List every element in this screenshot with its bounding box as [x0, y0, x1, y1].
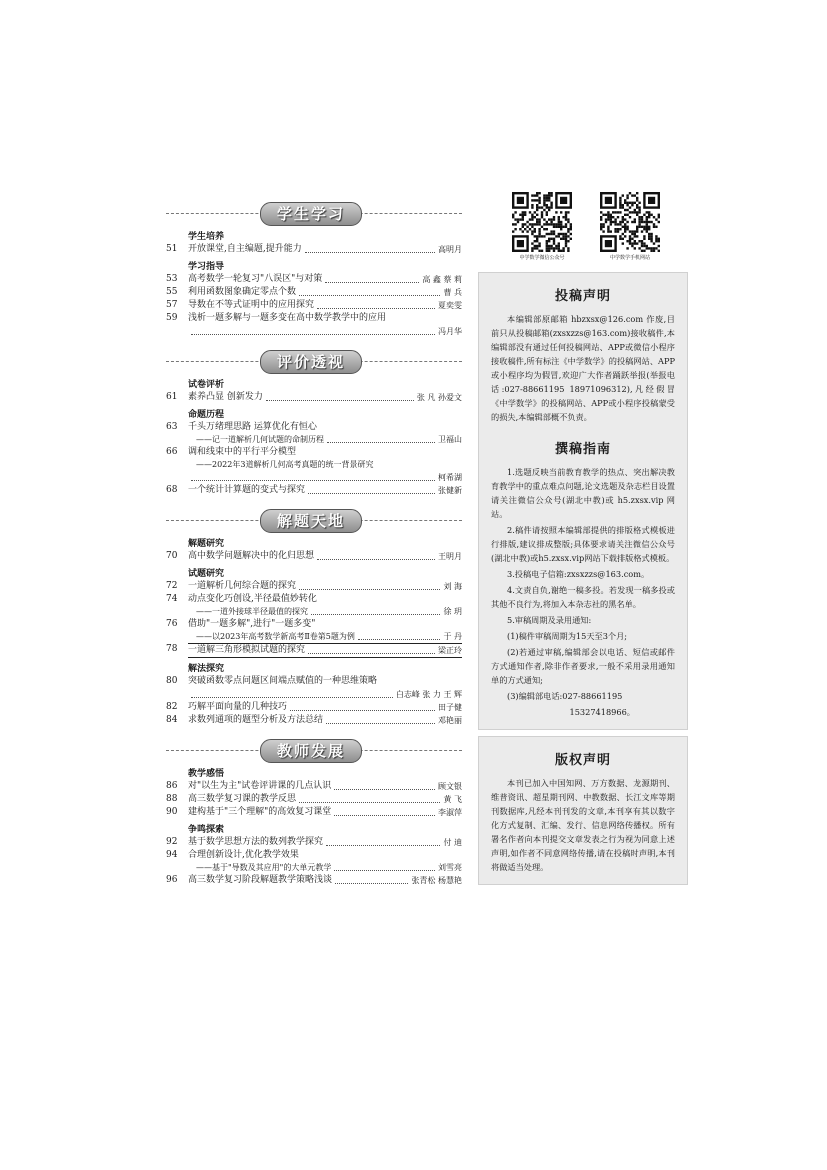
article-subtitle: ——2022年3道解析几何高考真题的统一背景研究: [196, 460, 374, 469]
article-subtitle-row: [196, 862, 462, 874]
page-number: 70: [166, 551, 178, 561]
article-author: 柯希湖: [438, 473, 462, 482]
column-name: 争鸣探索: [188, 825, 225, 835]
article-author: 冯月华: [438, 327, 462, 336]
article-entry[interactable]: [166, 391, 462, 404]
column-name: 命题历程: [188, 410, 225, 420]
article-title: 基于数学思想方法的数列教学探究: [188, 837, 324, 847]
article-entry[interactable]: [166, 688, 462, 701]
writing-guide-item: 5.审稿周期及录用通知:: [507, 615, 592, 625]
dot-leader: [358, 639, 441, 640]
column-name: 教学感悟: [188, 769, 225, 779]
page-number: 78: [166, 644, 178, 654]
dot-leader: [327, 442, 435, 443]
article-author: 李淑萍: [438, 808, 462, 817]
table-of-contents: [166, 200, 462, 897]
article-entry[interactable]: [166, 421, 462, 434]
page-number: 94: [166, 850, 178, 860]
article-title: 一个统计计算题的变式与探究: [188, 485, 306, 495]
article-entry[interactable]: [166, 286, 462, 299]
writing-guide-item: 15327418966。: [569, 707, 635, 717]
article-entry[interactable]: [166, 849, 462, 862]
article-entry[interactable]: [166, 550, 462, 563]
article-title: 高中数学问题解决中的化归思想: [188, 551, 315, 561]
article-entry[interactable]: [166, 780, 462, 793]
article-author: 白志峰 张 力 王 辉: [395, 690, 462, 699]
article-subtitle-row: [196, 631, 462, 643]
article-title: 突破函数零点问题区间端点赋值的一种思维策略: [188, 676, 378, 686]
article-title: 利用函数图象确定零点个数: [188, 287, 297, 297]
page-number: 55: [166, 287, 178, 297]
page-number: 63: [166, 422, 178, 432]
section-title: 学生学习: [260, 202, 362, 226]
page-number: 74: [166, 594, 178, 604]
wechat-qr-caption: 中学数学微信公众号: [519, 255, 565, 261]
article-title: 求数列通项的题型分析及方法总结: [188, 715, 324, 725]
page-number: 80: [166, 676, 178, 686]
page-number: 96: [166, 875, 178, 885]
article-entry[interactable]: [166, 325, 462, 338]
article-author: 田子健: [438, 703, 462, 712]
column-name: 解题研究: [188, 539, 225, 549]
article-title: 调和线束中的平行平分模型: [188, 447, 297, 457]
article-author: 邓艳丽: [438, 716, 462, 725]
dot-leader: [326, 723, 435, 724]
article-author: 付 迪: [443, 838, 462, 847]
wechat-qr-code-icon: [512, 192, 572, 252]
writing-guide-item: 1.选题反映当前教育教学的热点、突出解决教育教学中的重点难点问题,论文选题及杂志栏目设置请关注微信公众号(湖北中教)或 h5.zxsx.vip 网站。: [491, 467, 675, 519]
page-number: 59: [166, 313, 178, 323]
article-entry[interactable]: [166, 446, 462, 459]
article-entry[interactable]: [166, 312, 462, 325]
copyright-notice: [478, 736, 688, 885]
article-entry[interactable]: [166, 806, 462, 819]
article-entry[interactable]: [166, 714, 462, 727]
toc-section: [166, 507, 462, 727]
page-number: 86: [166, 781, 178, 791]
article-entry[interactable]: [166, 793, 462, 806]
dot-leader: [317, 308, 435, 309]
writing-guide-item: (2)若通过审稿,编辑部会以电话、短信或邮件方式通知作者,除非作者要求,一般不采用录用通知单的方式通知;: [491, 647, 675, 685]
dot-leader: [191, 334, 435, 335]
page-number: 57: [166, 300, 178, 310]
dot-leader: [266, 400, 414, 401]
dot-leader: [299, 589, 440, 590]
writing-guide-item: (3)编辑部电话:027-88661195: [507, 691, 623, 701]
article-title: 导数在不等式证明中的应用探究: [188, 300, 315, 310]
column-name: 学生培养: [188, 232, 225, 242]
article-author: 曹 兵: [443, 288, 462, 297]
article-title: 一道解析几何综合题的探究: [188, 581, 297, 591]
sidebar-notices: [478, 192, 688, 885]
writing-guide-item: (1)稿件审稿周期为15天至3个月;: [507, 631, 628, 641]
writing-guide-list: [491, 465, 675, 719]
article-author: 高明月: [438, 245, 462, 254]
page-number: 92: [166, 837, 178, 847]
column-name: 学习指导: [188, 262, 225, 272]
page-number: 76: [166, 619, 178, 629]
page-number: 53: [166, 274, 178, 284]
page-number: 72: [166, 581, 178, 591]
dot-leader: [191, 697, 393, 698]
section-title: 解题天地: [260, 509, 362, 533]
dot-leader: [299, 802, 440, 803]
article-title: 巧解平面向量的几种技巧: [188, 702, 288, 712]
submission-notice-text: 本编辑部原邮箱 hbzxsx@126.com 作废,目前只从投稿邮箱(zxsxzzs@163.com)接收稿件,本编辑部没有通过任何投稿网站、APP或微信小程序接收稿件,所有标注《中学数学》的投稿网站、APP或小程序均为假冒,欢迎广大作者踊跃举报(举报电话:027-88661195 18971096312),凡经假冒《中学数学》的投稿网站、APP或小程序投稿蒙受的损失,本编辑部概不负责。: [491, 314, 675, 422]
article-title: 一道解三角形模拟试题的探究: [188, 645, 306, 655]
column-name: 试题研究: [188, 569, 225, 579]
article-author: 卫福山: [438, 435, 462, 444]
article-entry[interactable]: [166, 836, 462, 849]
article-title: 素养凸显 创新发力: [188, 392, 263, 402]
article-entry[interactable]: [166, 701, 462, 714]
article-author: 王明月: [438, 552, 462, 561]
column-name: 解法探究: [188, 664, 225, 674]
article-author: 梁正玲: [438, 646, 462, 655]
article-subtitle: ——记一道解析几何试题的命制历程: [196, 435, 324, 444]
dot-leader: [311, 614, 440, 615]
section-title: 评价透视: [260, 350, 362, 374]
dot-leader: [191, 480, 435, 481]
page-number: 66: [166, 447, 178, 457]
dot-leader: [308, 653, 435, 654]
dot-leader: [305, 252, 435, 253]
article-author: 高 鑫 蔡 莉: [422, 275, 462, 284]
dot-leader: [334, 789, 435, 790]
article-title: 高考数学一轮复习"八误区"与对策: [188, 274, 323, 284]
page-number: 68: [166, 485, 178, 495]
article-subtitle-row: [196, 459, 462, 471]
toc-section: [166, 348, 462, 497]
article-subtitle-row: [196, 434, 462, 446]
article-entry[interactable]: [166, 593, 462, 606]
article-title: 借助"一题多解",进行"一题多变": [188, 619, 316, 629]
section-header: [166, 737, 462, 763]
article-entry[interactable]: [166, 618, 462, 631]
article-entry[interactable]: [166, 273, 462, 286]
copyright-notice-title: 版权声明: [554, 753, 611, 768]
dot-leader: [334, 870, 435, 871]
article-author: 于 丹: [443, 632, 462, 641]
submission-notice: [478, 272, 688, 730]
toc-section: [166, 200, 462, 338]
toc-section: [166, 737, 462, 887]
writing-guide-item: 2.稿件请按照本编辑部提供的排版格式模板进行排版,建议排成整版;具体要求请关注微信公众号(湖北中教)或h5.zxsx.vip网站下载排版格式模板。: [491, 525, 675, 563]
article-entry[interactable]: [166, 675, 462, 688]
page-number: 84: [166, 715, 178, 725]
dot-leader: [334, 815, 435, 816]
article-entry[interactable]: [166, 243, 462, 256]
dot-leader: [308, 493, 435, 494]
page-number: 88: [166, 794, 178, 804]
writing-guide-item: 3.投稿电子信箱:zxsxzzs@163.com。: [507, 569, 650, 579]
article-entry[interactable]: [166, 643, 462, 658]
article-entry[interactable]: [166, 299, 462, 312]
article-author: 黄 飞: [443, 795, 462, 804]
article-author: 刘 海: [443, 582, 462, 591]
article-author: 夏奕雯: [438, 301, 462, 310]
article-title: 对"以生为主"试卷评讲课的几点认识: [188, 781, 332, 791]
submission-notice-title: 投稿声明: [554, 289, 611, 304]
page-number: 61: [166, 392, 178, 402]
section-header: [166, 348, 462, 374]
article-title: 高三数学复习阶段解题教学策略浅谈: [188, 875, 333, 885]
dot-leader: [325, 282, 419, 283]
writing-guide-item: 4.文责自负,谢绝一稿多投。若发现一稿多投或其他不良行为,将加入本杂志社的黑名单。: [491, 585, 675, 609]
article-author: 张青松 杨慧艳: [411, 876, 462, 885]
dot-leader: [299, 295, 440, 296]
column-name: 试卷评析: [188, 380, 225, 390]
dot-leader: [317, 559, 435, 560]
page-number: 82: [166, 702, 178, 712]
mobile-site-qr-caption: 中学数学手机网站: [609, 255, 650, 261]
article-subtitle-row: [196, 606, 462, 618]
article-subtitle: ——一道外接球半径最值的探究: [196, 607, 308, 616]
dot-leader: [335, 883, 408, 884]
article-title: 合理创新设计,优化教学效果: [188, 850, 299, 860]
article-title: 高三数学复习课的教学反思: [188, 794, 297, 804]
article-author: 张健新: [438, 486, 462, 495]
qr-codes: [478, 192, 688, 270]
article-entry[interactable]: [166, 484, 462, 497]
article-title: 千头万绪理思路 运算优化有恒心: [188, 422, 317, 432]
page-number: 90: [166, 807, 178, 817]
section-header: [166, 507, 462, 533]
page-number: 51: [166, 244, 178, 254]
article-entry[interactable]: [166, 471, 462, 484]
article-author: 顾文银: [438, 782, 462, 791]
dot-leader: [290, 710, 435, 711]
article-entry[interactable]: [166, 874, 462, 887]
article-title: 建构基于"三个理解"的高效复习课堂: [188, 807, 332, 817]
article-title: 动点变化巧创设,半径最值妙转化: [188, 594, 317, 604]
article-author: 张 凡 孙爱文: [416, 393, 462, 402]
article-subtitle: ——以2023年高考数学新高考Ⅱ卷第5题为例: [196, 632, 355, 641]
article-title: 开放课堂,自主编题,提升能力: [188, 244, 302, 254]
article-author: 徐 玥: [443, 607, 462, 616]
section-title: 教师发展: [260, 739, 362, 763]
mobile-site-qr-code-icon: [600, 192, 660, 252]
dot-leader: [326, 845, 440, 846]
writing-guide-title: 撰稿指南: [554, 442, 611, 457]
article-title: 浅析一题多解与一题多变在高中数学教学中的应用: [188, 313, 387, 323]
copyright-notice-text: 本刊已加入中国知网、万方数据、龙源期刊、维普资讯、超星期刊网、中教数据、长江文库等期刊数据库,凡经本刊刊发的文章,本刊享有其以数字化方式复制、汇编、发行、信息网络传播权。所有署名作者向本刊提交文章发表之行为视为同意上述声明,如作者不同意网络传播,请在投稿时声明,本刊将做适当处理。: [491, 778, 675, 872]
article-subtitle: ——基于"导数及其应用"的大单元教学: [196, 863, 332, 872]
article-author: 刘雪亮: [438, 863, 462, 872]
section-header: [166, 200, 462, 226]
article-entry[interactable]: [166, 580, 462, 593]
